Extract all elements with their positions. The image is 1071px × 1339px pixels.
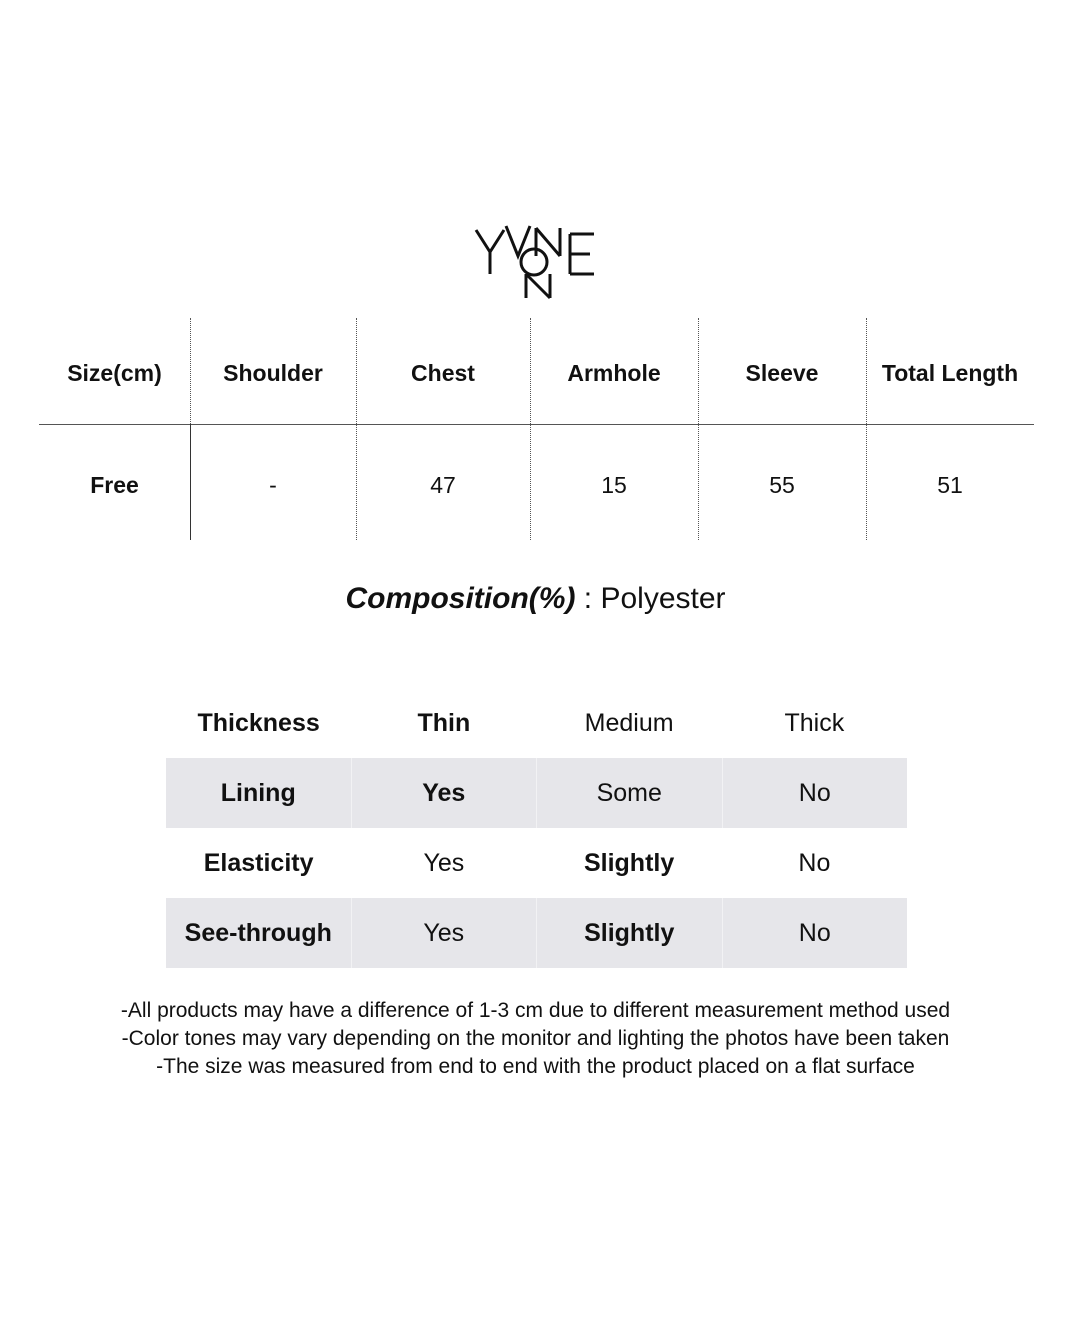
fabric-option: Yes — [423, 848, 465, 877]
note-line: -The size was measured from end to end with the product placed on a flat surface — [156, 1055, 915, 1078]
cell-chest: 47 — [430, 471, 456, 498]
header-divider — [39, 424, 1034, 425]
header-size: Size(cm) — [67, 359, 162, 386]
header-shoulder: Shoulder — [223, 359, 323, 386]
cell-size: Free — [90, 471, 139, 498]
header-armhole: Armhole — [567, 359, 661, 386]
fabric-option: No — [722, 898, 908, 968]
cell-total-length: 51 — [937, 471, 963, 498]
cell-armhole: 15 — [601, 471, 627, 498]
fabric-row-elasticity — [166, 828, 907, 898]
fabric-option: Medium — [584, 708, 674, 737]
composition-value: Polyester — [600, 582, 726, 615]
fabric-table — [166, 688, 907, 968]
logo-mark — [470, 222, 602, 302]
fabric-label: Lining — [220, 778, 296, 807]
brand-logo — [470, 222, 602, 302]
fabric-row-see-through — [166, 898, 907, 968]
cell-sleeve: 55 — [769, 471, 795, 498]
composition-label: Composition(%) — [345, 582, 576, 615]
fabric-option: Yes — [351, 758, 537, 828]
header-chest: Chest — [411, 359, 475, 386]
composition — [0, 582, 1071, 616]
fabric-label: Thickness — [197, 708, 320, 737]
header-sleeve: Sleeve — [745, 359, 819, 386]
fabric-option: Yes — [351, 898, 537, 968]
fabric-row-thickness — [166, 688, 907, 758]
composition-separator: : — [583, 582, 593, 615]
fabric-label: See-through — [184, 918, 332, 947]
fabric-option: Slightly — [536, 898, 722, 968]
disclaimer-notes — [0, 997, 1071, 1081]
note-line: -Color tones may vary depending on the monitor and lighting the photos have been taken — [121, 1027, 950, 1050]
fabric-option: Slightly — [583, 848, 675, 877]
fabric-row-lining — [166, 758, 907, 828]
cell-shoulder: - — [269, 471, 277, 498]
fabric-option: No — [722, 758, 908, 828]
fabric-option: Thick — [784, 708, 845, 737]
note-line: -All products may have a difference of 1-3 cm due to different measurement method used — [120, 999, 951, 1022]
fabric-label: Elasticity — [203, 848, 314, 877]
header-total-length: Total Length — [881, 359, 1019, 386]
size-table — [39, 318, 1034, 540]
fabric-option: Some — [536, 758, 722, 828]
fabric-option: Thin — [417, 708, 471, 737]
fabric-option: No — [798, 848, 831, 877]
